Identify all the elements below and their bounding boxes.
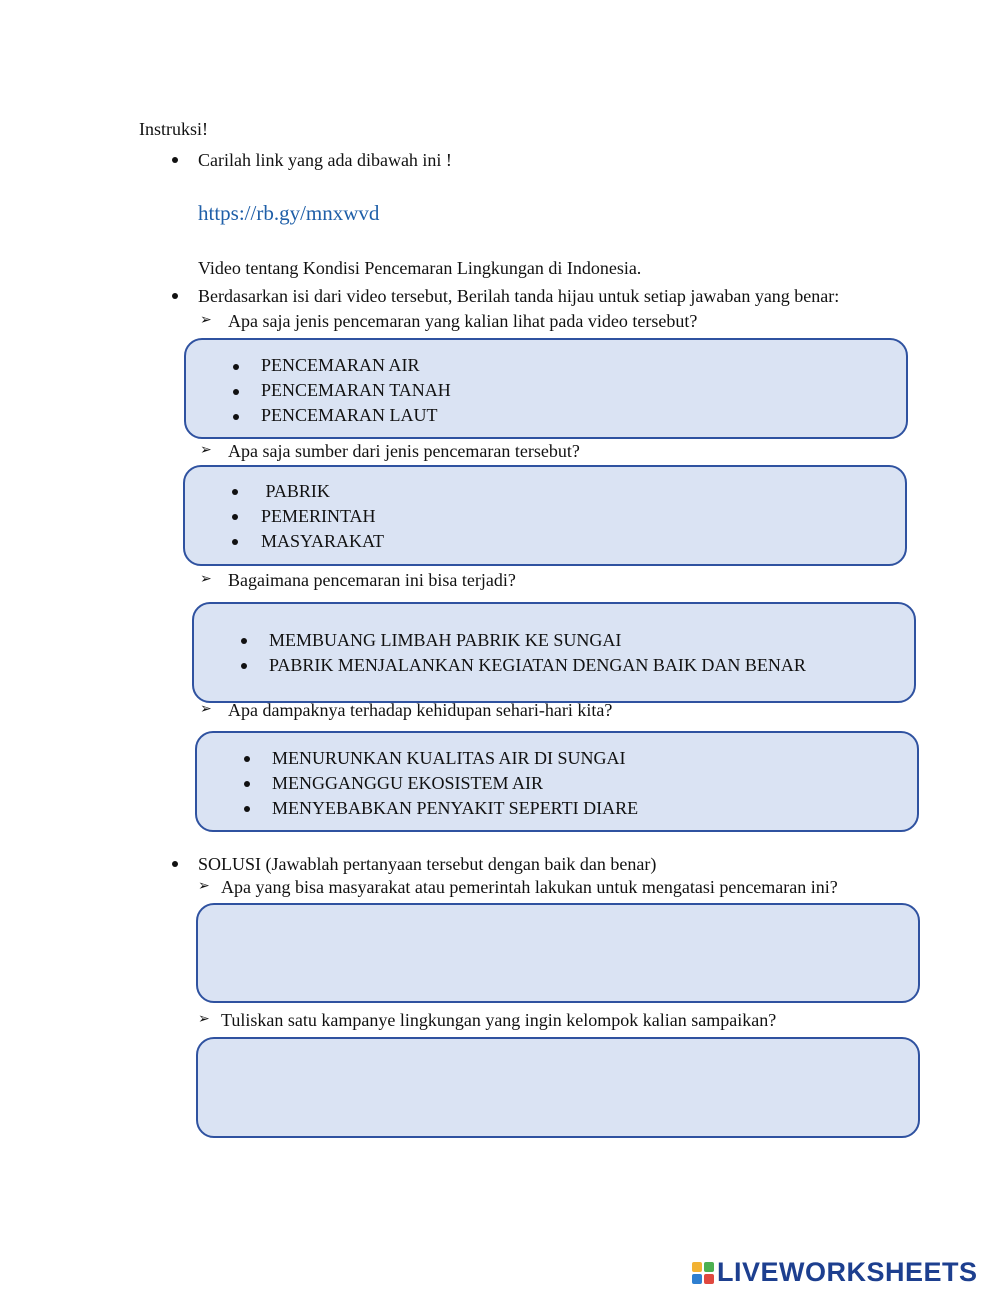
- bullet-icon: [172, 861, 178, 867]
- answer-bullet-icon: [232, 539, 238, 545]
- bullet-icon: [172, 157, 178, 163]
- arrow-bullet-icon: ➢: [200, 442, 212, 458]
- answer-box-4[interactable]: [195, 731, 919, 832]
- solusi-question-1: Apa yang bisa masyarakat atau pemerintah lakukan untuk mengatasi pencemaran ini?: [221, 877, 838, 897]
- answer-option[interactable]: PENCEMARAN TANAH: [261, 380, 451, 400]
- answer-bullet-icon: [232, 489, 238, 495]
- answer-bullet-icon: [244, 806, 250, 812]
- answer-box-1[interactable]: [184, 338, 908, 439]
- answer-bullet-icon: [232, 514, 238, 520]
- question-2: Apa saja sumber dari jenis pencemaran tersebut?: [228, 441, 580, 461]
- solusi-text: SOLUSI (Jawablah pertanyaan tersebut dengan baik dan benar): [198, 854, 657, 874]
- question-1: Apa saja jenis pencemaran yang kalian lihat pada video tersebut?: [228, 311, 698, 331]
- logo-icon: [692, 1262, 714, 1284]
- logo-text: LIVEWORKSHEETS: [717, 1257, 978, 1287]
- liveworksheets-logo: [692, 1257, 978, 1288]
- answer-option[interactable]: MASYARAKAT: [261, 531, 385, 551]
- answer-option[interactable]: MENYEBABKAN PENYAKIT SEPERTI DIARE: [272, 798, 639, 818]
- answer-box-2[interactable]: [183, 465, 907, 566]
- instructions-title: Instruksi!: [139, 119, 208, 139]
- answer-option[interactable]: PABRIK: [261, 481, 330, 501]
- answer-option[interactable]: MENGGANGGU EKOSISTEM AIR: [272, 773, 544, 793]
- answer-option[interactable]: PENCEMARAN LAUT: [261, 405, 438, 425]
- answer-option[interactable]: PEMERINTAH: [261, 506, 376, 526]
- question-4: Apa dampaknya terhadap kehidupan sehari-hari kita?: [228, 700, 613, 720]
- answer-option[interactable]: PENCEMARAN AIR: [261, 355, 420, 375]
- solusi-question-2: Tuliskan satu kampanye lingkungan yang ingin kelompok kalian sampaikan?: [221, 1010, 777, 1030]
- answer-bullet-icon: [233, 414, 239, 420]
- answer-option[interactable]: MENURUNKAN KUALITAS AIR DI SUNGAI: [272, 748, 626, 768]
- answer-bullet-icon: [233, 389, 239, 395]
- answer-bullet-icon: [241, 638, 247, 644]
- arrow-bullet-icon: ➢: [200, 312, 212, 328]
- answer-option[interactable]: PABRIK MENJALANKAN KEGIATAN DENGAN BAIK DAN BENAR: [269, 655, 806, 675]
- question-3: Bagaimana pencemaran ini bisa terjadi?: [228, 570, 516, 590]
- text-answer-box-2[interactable]: [196, 1037, 920, 1138]
- answer-box-3[interactable]: [192, 602, 916, 703]
- answer-option[interactable]: MEMBUANG LIMBAH PABRIK KE SUNGAI: [269, 630, 622, 650]
- step1-text: Carilah link yang ada dibawah ini !: [198, 150, 452, 170]
- answer-bullet-icon: [244, 781, 250, 787]
- step2-text: Berdasarkan isi dari video tersebut, Berilah tanda hijau untuk setiap jawaban yang benar:: [198, 286, 840, 306]
- video-caption: Video tentang Kondisi Pencemaran Lingkungan di Indonesia.: [198, 258, 642, 278]
- answer-bullet-icon: [241, 663, 247, 669]
- arrow-bullet-icon: ➢: [198, 878, 210, 894]
- answer-bullet-icon: [244, 756, 250, 762]
- arrow-bullet-icon: ➢: [198, 1011, 210, 1027]
- video-link[interactable]: https://rb.gy/mnxwvd: [198, 201, 380, 225]
- arrow-bullet-icon: ➢: [200, 571, 212, 587]
- text-answer-box-1[interactable]: [196, 903, 920, 1003]
- arrow-bullet-icon: ➢: [200, 701, 212, 717]
- bullet-icon: [172, 293, 178, 299]
- answer-bullet-icon: [233, 364, 239, 370]
